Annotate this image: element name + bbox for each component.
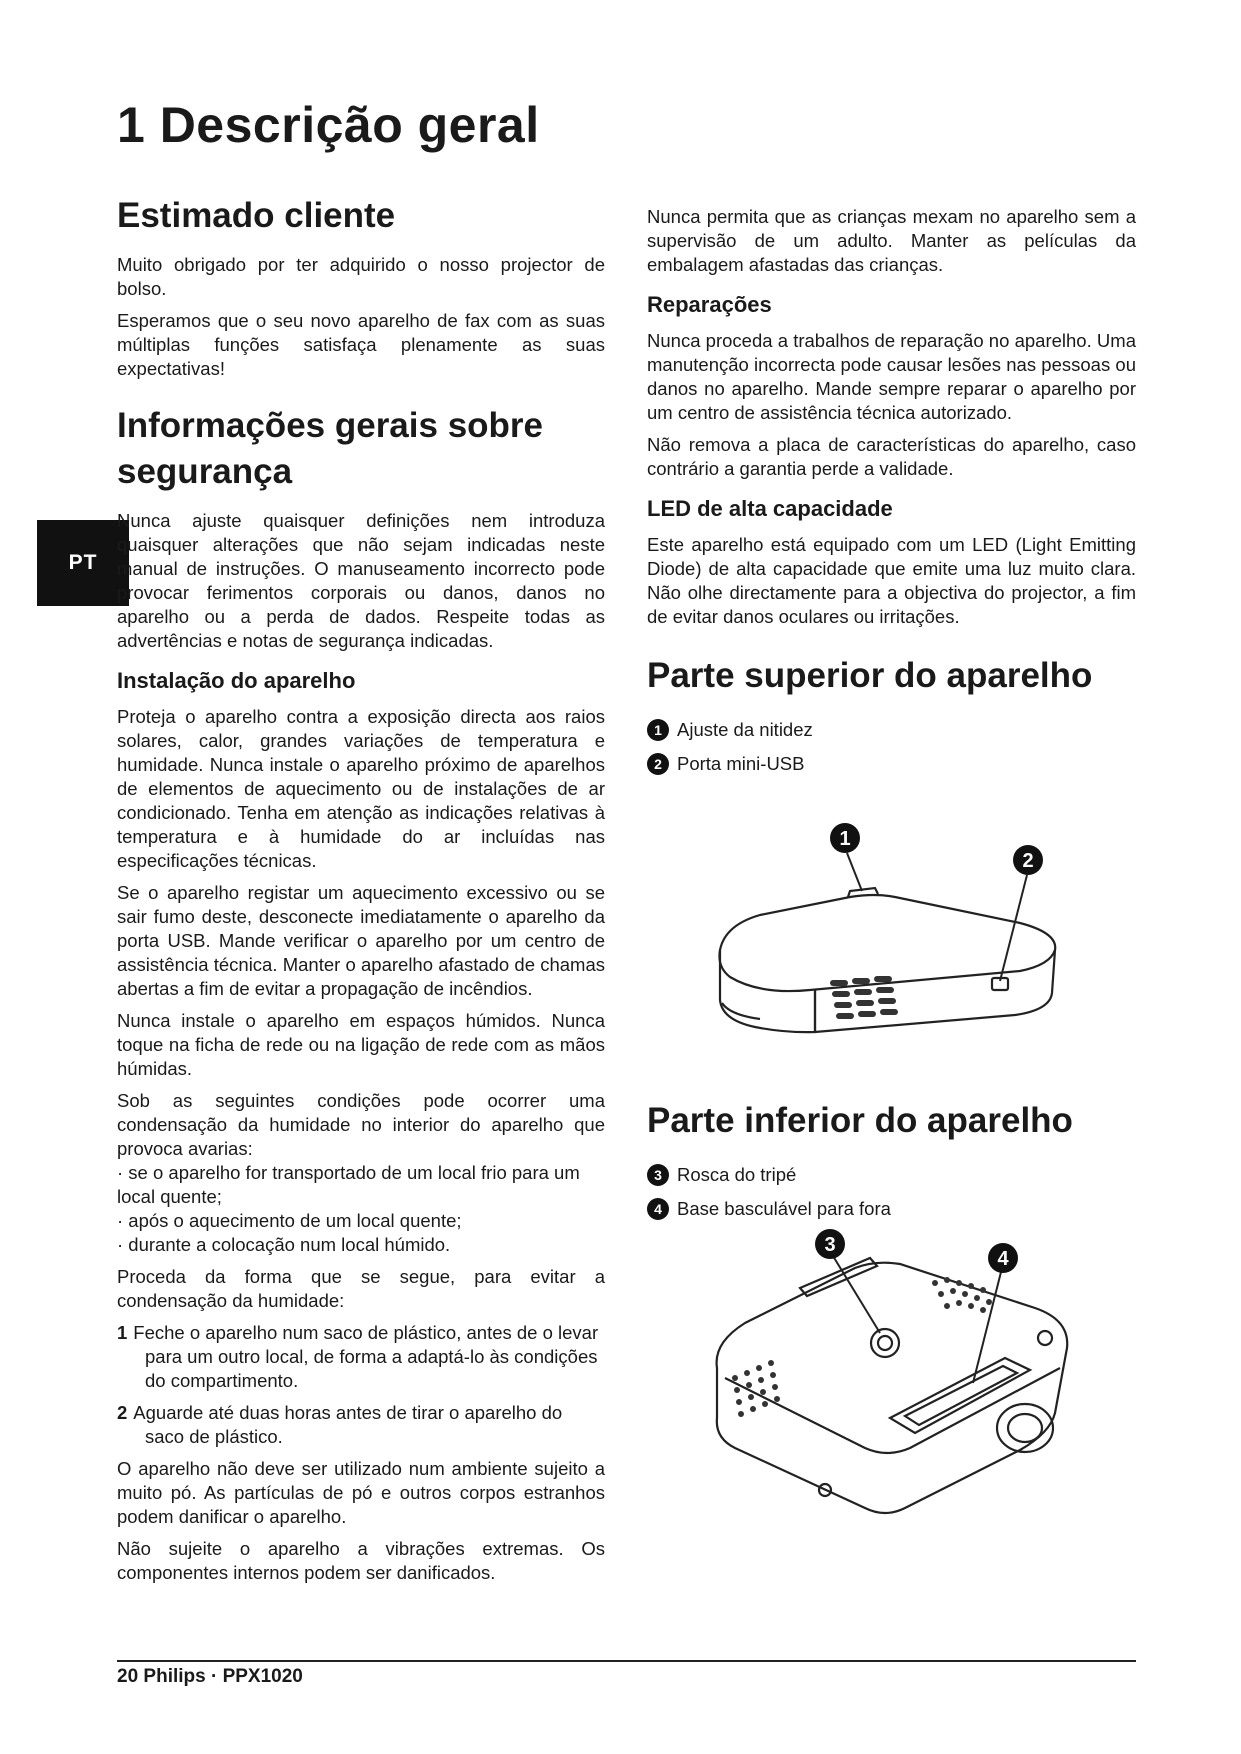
callout-3 (815, 1229, 845, 1259)
projector-top-illustration (700, 815, 1100, 1075)
bullet-item: · após o aquecimento de um local quente; (117, 1210, 462, 1231)
projector-bottom-illustration (705, 1228, 1085, 1528)
legend-item (647, 713, 1136, 747)
heading-seguranca: Informações gerais sobre segurança (117, 406, 543, 491)
number-badge: 2 (647, 753, 669, 775)
footer-divider (117, 1660, 1136, 1662)
right-column (647, 205, 1136, 791)
number-badge: 4 (647, 1198, 669, 1220)
page-footer: 20 Philips · PPX1020 (117, 1666, 303, 1687)
callout-4 (988, 1243, 1018, 1273)
language-tab: PT (37, 520, 129, 606)
heading-reparacoes: Reparações (647, 292, 772, 317)
legend-item (647, 1158, 1136, 1192)
heading-led: LED de alta capacidade (647, 496, 893, 521)
callout-1 (830, 823, 860, 853)
legend-item (647, 747, 1136, 781)
step-text: Feche o aparelho num saco de plástico, antes de o levar para um outro local, de forma a adaptá-lo às condições do compartimento. (133, 1322, 599, 1391)
numbered-step (117, 1401, 605, 1449)
legend-label: Ajuste da nitidez (677, 719, 813, 740)
heading-parte-superior: Parte superior do aparelho (647, 656, 1093, 695)
numbered-step (117, 1321, 605, 1393)
callout-label: 1 (839, 828, 851, 850)
paragraph: Sob as seguintes condições pode ocorrer uma condensação da humidade no interior do aparelho que provoca avarias: (117, 1090, 605, 1159)
paragraph: Nunca permita que as crianças mexam no aparelho sem a supervisão de um adulto. Manter as películas da embalagem afastadas das crianças. (647, 206, 1136, 275)
bullet-item: · se o aparelho for transportado de um local frio para um local quente; (117, 1162, 580, 1207)
legend-label: Porta mini-USB (677, 753, 805, 774)
paragraph: Muito obrigado por ter adquirido o nosso projector de bolso. (117, 254, 605, 299)
paragraph: Nunca ajuste quaisquer definições nem introduza quaisquer alterações que não sejam indicadas neste manual de instruções. O manuseamento incorrecto pode provocar ferimentos corporais ou danos, danos no aparelho ou a perda de dados. Respeite todas as advertências e notas de segurança indicadas. (117, 510, 605, 651)
paragraph: Proceda da forma que se segue, para evitar a condensação da humidade: (117, 1266, 605, 1311)
legend-label: Base basculável para fora (677, 1198, 891, 1219)
callout-label: 4 (997, 1248, 1009, 1270)
left-column (117, 193, 605, 1593)
step-number: 2 (117, 1402, 128, 1423)
paragraph: Esperamos que o seu novo aparelho de fax com as suas múltiplas funções satisfaça plenamente as suas expectativas! (117, 310, 605, 379)
callout-label: 2 (1022, 850, 1034, 872)
step-number: 1 (117, 1322, 128, 1343)
paragraph: Não remova a placa de características do aparelho, caso contrário a garantia perde a validade. (647, 434, 1136, 479)
legend-bottom (647, 1158, 1136, 1226)
heading-parte-inferior: Parte inferior do aparelho (647, 1101, 1073, 1140)
legend-item (647, 1192, 1136, 1226)
heading-instalacao: Instalação do aparelho (117, 668, 356, 693)
page-title: 1 Descrição geral (117, 97, 540, 153)
paragraph: Se o aparelho registar um aquecimento excessivo ou se sair fumo deste, desconecte imediatamente o aparelho da porta USB. Mande verificar o aparelho por um centro de assistência técnica. Manter o aparelho afastado de chamas abertas a fim de evitar a propagação de incêndios. (117, 882, 605, 999)
heading-estimado-cliente: Estimado cliente (117, 196, 396, 235)
legend-label: Rosca do tripé (677, 1164, 797, 1185)
number-badge: 3 (647, 1164, 669, 1186)
paragraph: Não sujeite o aparelho a vibrações extremas. Os componentes internos podem ser danificados. (117, 1538, 605, 1583)
bullet-item: · durante a colocação num local húmido. (117, 1234, 451, 1255)
paragraph: Nunca instale o aparelho em espaços húmidos. Nunca toque na ficha de rede ou na ligação de rede com as mãos húmidas. (117, 1010, 605, 1079)
number-badge: 1 (647, 719, 669, 741)
paragraph: Este aparelho está equipado com um LED (Light Emitting Diode) de alta capacidade que emite uma luz muito clara. Não olhe directamente para a objectiva do projector, a fim de evitar danos oculares ou irritações. (647, 534, 1136, 627)
paragraph: Nunca proceda a trabalhos de reparação no aparelho. Uma manutenção incorrecta pode causar lesões nas pessoas ou danos no aparelho. Mande sempre reparar o aparelho por um centro de assistência técnica autorizado. (647, 330, 1136, 423)
paragraph: O aparelho não deve ser utilizado num ambiente sujeito a muito pó. As partículas de pó e outros corpos estranhos podem danificar o aparelho. (117, 1458, 605, 1527)
bottom-section (647, 1098, 1136, 1236)
legend-top (647, 713, 1136, 781)
callout-2 (1013, 845, 1043, 875)
paragraph: Proteja o aparelho contra a exposição directa aos raios solares, calor, grandes variações de temperatura e humidade. Nunca instale o aparelho próximo de aparelhos de elementos de aquecimento ou de instalações de ar condicionado. Tenha em atenção as indicações relativas à temperatura e à humidade do ar incluídas nas especificações técnicas. (117, 706, 605, 871)
callout-label: 3 (824, 1234, 836, 1256)
step-text: Aguarde até duas horas antes de tirar o aparelho do saco de plástico. (133, 1402, 563, 1447)
